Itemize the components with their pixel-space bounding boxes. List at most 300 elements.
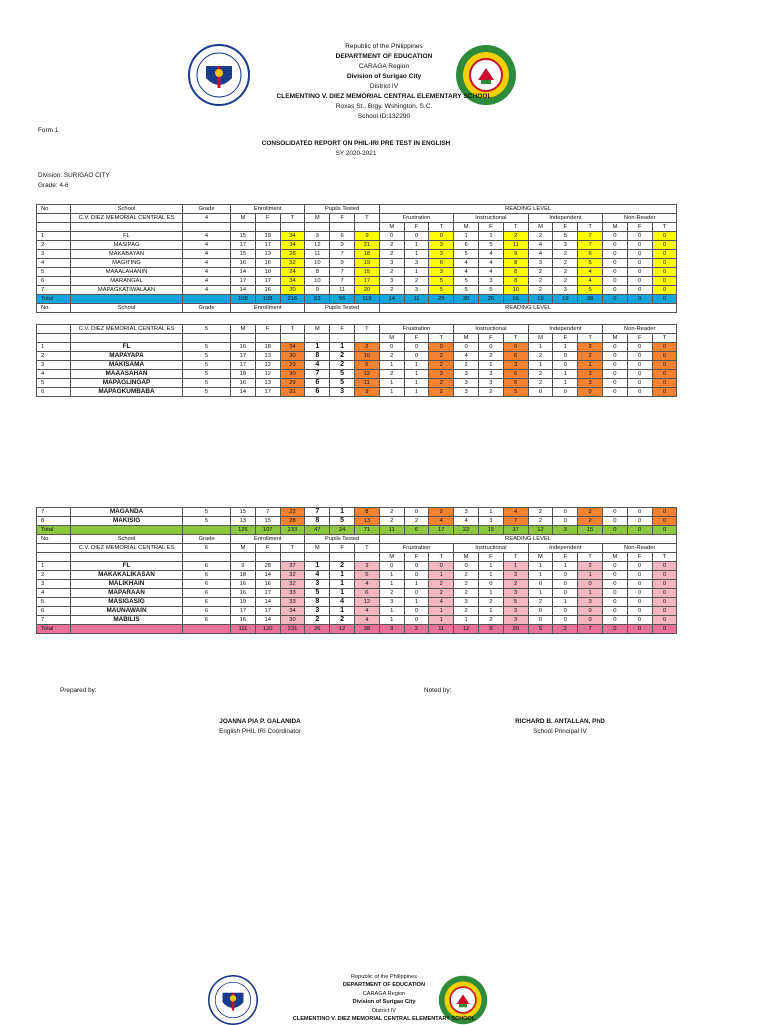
preparer-name: JOANNA PIA P. GALANIDA [219, 718, 301, 725]
total-cell: 108 [255, 295, 280, 304]
table-cell: 0 [627, 259, 652, 268]
table-cell: 1 [528, 343, 553, 352]
sub-header: M [603, 334, 628, 343]
table-cell: 0 [652, 580, 677, 589]
table-cell: 0 [602, 607, 627, 616]
table-cell: 31 [280, 388, 305, 397]
sub-header: F [553, 553, 578, 562]
table-cell: 1 [578, 589, 603, 598]
table-cell: 2 [478, 616, 503, 625]
section-name: MASIGASIG [71, 598, 183, 607]
table-cell: 1 [37, 232, 71, 241]
table-cell: 11 [354, 379, 379, 388]
table-cell: 2 [578, 508, 603, 517]
sub-header: F [404, 553, 429, 562]
table-cell: 1 [578, 571, 603, 580]
total-cell: 11 [404, 295, 429, 304]
total-cell: 111 [231, 625, 256, 634]
table-cell: 0 [454, 562, 479, 571]
mft-row [37, 334, 677, 343]
total-cell: 11 [429, 625, 454, 634]
table-cell: 34 [280, 343, 305, 352]
table-row [37, 517, 677, 526]
table-cell [355, 223, 380, 232]
sub-header: F [404, 334, 429, 343]
table-cell: 0 [553, 388, 578, 397]
col-grade-header: Grade [183, 304, 231, 313]
total-cell: 63 [305, 295, 330, 304]
table-cell: 4 [305, 361, 330, 370]
table-cell: 2 [553, 277, 578, 286]
table-cell [255, 553, 280, 562]
table-cell: 5 [479, 286, 504, 295]
instructional-header: Instructional [454, 214, 528, 223]
table-cell: 2 [454, 361, 479, 370]
total-cell: 30 [454, 295, 479, 304]
noted-by-label: Noted by: [424, 687, 452, 694]
table-cell: 6 [305, 388, 330, 397]
independent-header: Independent [528, 325, 602, 334]
table-cell: 3 [305, 607, 330, 616]
table-cell: 4 [454, 517, 479, 526]
table-cell: 7 [330, 268, 355, 277]
total-cell: 12 [528, 526, 553, 535]
table-cell: 2 [454, 589, 479, 598]
table-cell: 17 [255, 277, 280, 286]
section-name: MALIKHAIN [71, 580, 183, 589]
table-cell: 17 [231, 607, 256, 616]
table-cell: 2 [528, 268, 553, 277]
table-cell: 0 [603, 361, 628, 370]
table-cell: 1 [379, 361, 404, 370]
table-cell: 5 [37, 598, 71, 607]
table-cell: 20 [355, 286, 380, 295]
table-cell: 0 [627, 241, 652, 250]
sub-header: F [404, 223, 429, 232]
instructional-header: Instructional [454, 325, 528, 334]
table-cell: 2 [553, 268, 578, 277]
sub-header: M [231, 544, 256, 553]
table-cell: 16 [255, 580, 280, 589]
table-cell: 0 [652, 571, 677, 580]
total-cell: 47 [305, 526, 330, 535]
table-cell: 7 [578, 241, 603, 250]
table-cell: 29 [280, 379, 305, 388]
school-name: CLEMENTINO V. DIEZ MEMORIAL CENTRAL ELEMENTARY SCHOOL [292, 1016, 476, 1023]
table-cell: 1 [528, 571, 553, 580]
table-cell: 1 [478, 571, 503, 580]
table-cell: 0 [652, 370, 677, 379]
table-cell: 0 [404, 352, 429, 361]
sub-header: T [280, 544, 305, 553]
table-cell: 4 [528, 250, 553, 259]
table-cell: 6 [37, 388, 71, 397]
table-cell: 0 [627, 571, 652, 580]
sub-header: F [479, 223, 504, 232]
col-reading-level-header: READING LEVEL [379, 535, 677, 544]
table-cell: 0 [652, 607, 677, 616]
table-cell: 7 [330, 250, 355, 259]
table-cell: 0 [627, 352, 652, 361]
table-cell [37, 553, 71, 562]
table-cell: 4 [183, 250, 231, 259]
table-cell: 2 [37, 241, 71, 250]
table-cell [330, 553, 355, 562]
table-cell: 9 [503, 250, 528, 259]
table-cell: 0 [528, 607, 553, 616]
table-cell: 0 [652, 508, 677, 517]
table-cell: 5 [37, 379, 71, 388]
table-cell: 4 [454, 352, 479, 361]
republic-text: Republic of the Philippines [345, 43, 423, 50]
table-cell: 2 [578, 517, 603, 526]
table-cell: 5 [183, 379, 231, 388]
table-cell: 2 [528, 517, 553, 526]
table-cell: 16 [231, 343, 256, 352]
table-cell: 9 [354, 388, 379, 397]
total-cell: 24 [330, 526, 355, 535]
table-cell: 6 [183, 580, 231, 589]
sub-header: T [578, 553, 603, 562]
table-cell: 5 [330, 379, 355, 388]
table-cell: 0 [603, 241, 628, 250]
table-cell: 3 [379, 598, 404, 607]
table-cell: 0 [627, 616, 652, 625]
table-cell: 1 [404, 361, 429, 370]
total-cell: 15 [578, 526, 603, 535]
table-cell: 0 [553, 589, 578, 598]
table-cell: 6 [578, 250, 603, 259]
table-cell: 5 [183, 352, 231, 361]
table-cell: 2 [528, 379, 553, 388]
table-cell: 0 [603, 370, 628, 379]
table-cell: 1 [404, 580, 429, 589]
sub-header: F [255, 544, 280, 553]
table-cell: 0 [627, 232, 652, 241]
table-cell: 4 [37, 259, 71, 268]
division-line: Division: SURIGAO CITY [38, 172, 110, 179]
table-cell: 1 [305, 343, 330, 352]
table-cell: 2 [379, 370, 404, 379]
table-cell: 2 [404, 517, 429, 526]
table-cell: 3 [578, 370, 603, 379]
table-cell: 1 [330, 508, 355, 517]
sub-header: M [528, 334, 553, 343]
table-cell: 2 [330, 352, 355, 361]
table-cell: 1 [379, 388, 404, 397]
table-cell: 9 [330, 241, 355, 250]
table-cell: 1 [37, 562, 71, 571]
table-cell: 15 [231, 250, 256, 259]
table-cell: 9 [330, 259, 355, 268]
table-cell: 1 [404, 241, 429, 250]
total-cell: 11 [379, 526, 404, 535]
sub-header: F [627, 334, 652, 343]
section-name: MAAALAHANIN [71, 268, 183, 277]
sub-header: M [231, 325, 256, 334]
table-cell: 37 [280, 562, 305, 571]
sub-header: M [305, 325, 330, 334]
sub-header: T [429, 223, 454, 232]
table-cell [231, 223, 256, 232]
table-cell: 6 [37, 277, 71, 286]
table-cell: 8 [305, 352, 330, 361]
table-cell: 30 [280, 616, 305, 625]
section-name: MABILIS [71, 616, 183, 625]
table-cell: 12 [305, 241, 330, 250]
table-cell: 1 [528, 562, 553, 571]
table-cell: 15 [355, 268, 380, 277]
table-cell [231, 334, 256, 343]
table-cell: 0 [627, 598, 652, 607]
table-cell: 2 [429, 508, 454, 517]
table-cell: 3 [429, 250, 454, 259]
table-cell: 0 [652, 589, 677, 598]
table-cell: 0 [578, 580, 603, 589]
table-cell [280, 553, 305, 562]
table-cell: 34 [280, 277, 305, 286]
table-cell: 0 [404, 508, 429, 517]
sub-header: T [503, 334, 528, 343]
table-cell: 4 [183, 241, 231, 250]
table-cell: 1 [478, 607, 503, 616]
table-cell: 1 [528, 361, 553, 370]
table-cell: 0 [627, 589, 652, 598]
table-cell: 7 [503, 517, 528, 526]
table-cell: 10 [354, 352, 379, 361]
table-cell: 0 [602, 571, 627, 580]
prepared-by-label: Prepared by: [60, 687, 97, 694]
table-cell: 34 [280, 241, 305, 250]
table-cell: 10 [255, 268, 280, 277]
sub-header: T [652, 223, 677, 232]
section-name: MAPAGKUMBABA [71, 388, 183, 397]
total-cell: 7 [578, 625, 603, 634]
table-cell: 30 [280, 286, 305, 295]
table-cell [354, 553, 379, 562]
table-cell: 3 [578, 598, 603, 607]
table-cell: 0 [603, 343, 628, 352]
table-cell: 2 [354, 343, 379, 352]
table-cell: 4 [183, 232, 231, 241]
republic-text: Republic of the Philippines [351, 974, 417, 980]
table-cell: 0 [429, 562, 454, 571]
table-cell: 32 [280, 571, 305, 580]
sub-header: F [627, 223, 652, 232]
sub-header: F [627, 553, 652, 562]
noter-name: RICHARD B. ANTALLAN, PhD [515, 718, 605, 725]
total-cell: 12 [330, 625, 355, 634]
table-cell: 1 [553, 562, 578, 571]
table-cell: 0 [603, 379, 628, 388]
table-cell: 0 [652, 343, 677, 352]
table-cell: 3 [354, 562, 379, 571]
district-text: District IV [372, 1007, 396, 1014]
table-cell: 2 [379, 589, 404, 598]
table-cell: 0 [578, 607, 603, 616]
table-row [37, 343, 677, 352]
sub-header: M [602, 553, 627, 562]
table-cell: 8 [37, 517, 71, 526]
table-cell: 0 [652, 388, 677, 397]
section-name: MAKAKALIKASAN [71, 571, 183, 580]
table-cell: 0 [627, 286, 652, 295]
total-cell: 17 [429, 526, 454, 535]
col-no-header: No. [37, 205, 71, 214]
header-row [37, 535, 677, 544]
table-cell: 5 [183, 343, 231, 352]
total-cell: 2 [553, 625, 578, 634]
table-cell: 2 [578, 343, 603, 352]
table-cell: 34 [280, 607, 305, 616]
table-cell: 6 [183, 562, 231, 571]
table-cell: 21 [355, 241, 380, 250]
division-text: Division of Surigao City [352, 999, 416, 1006]
total-cell: 6 [404, 526, 429, 535]
table-cell: 29 [280, 361, 305, 370]
table-cell: 1 [330, 589, 355, 598]
table-cell: 4 [578, 268, 603, 277]
table-cell: 5 [429, 286, 454, 295]
table-cell: 4 [183, 277, 231, 286]
table-cell: 3 [553, 241, 578, 250]
total-cell: 26 [479, 295, 504, 304]
table-cell: 0 [553, 361, 578, 370]
table-cell: 5 [183, 517, 231, 526]
table-cell: 0 [553, 508, 578, 517]
table-cell: 0 [627, 508, 652, 517]
sub-header: T [503, 223, 528, 232]
table-cell: 19 [231, 598, 256, 607]
table-cell: 4 [429, 598, 454, 607]
table-cell: 1 [553, 343, 578, 352]
table-cell [183, 553, 231, 562]
sub-header: T [578, 223, 603, 232]
table-cell: 1 [379, 571, 404, 580]
frustration-header: Frustration [379, 325, 453, 334]
total-cell: 0 [602, 625, 627, 634]
table-cell: 0 [603, 232, 628, 241]
table-cell: 5 [354, 571, 379, 580]
table-cell: 0 [652, 268, 677, 277]
table-cell: 0 [627, 379, 652, 388]
table-cell: 3 [330, 388, 355, 397]
table-cell: 3 [379, 277, 404, 286]
nonreader-header: Non-Reader [603, 325, 677, 334]
total-cell: 19 [528, 295, 553, 304]
table-cell: 1 [479, 232, 504, 241]
section-name: MAKABAYAN [71, 250, 183, 259]
table-cell: 1 [404, 250, 429, 259]
table-cell: 0 [404, 607, 429, 616]
table-row [37, 370, 677, 379]
school-row [37, 544, 677, 553]
preparer-title: English PHIL IRI Coordinator [219, 728, 301, 735]
table-cell: 13 [255, 379, 280, 388]
table-cell: 0 [627, 562, 652, 571]
table-cell: 5 [479, 241, 504, 250]
table-cell: 3 [479, 277, 504, 286]
table-cell: 5 [503, 388, 528, 397]
total-cell: 216 [280, 295, 305, 304]
table-cell: 2 [379, 508, 404, 517]
table-cell: 15 [231, 508, 256, 517]
table-cell: 0 [603, 286, 628, 295]
table-cell: 7 [330, 277, 355, 286]
table-cell: 1 [404, 379, 429, 388]
table-cell: 4 [183, 286, 231, 295]
header-row [37, 304, 677, 313]
total-cell: 71 [354, 526, 379, 535]
table-cell: 3 [37, 361, 71, 370]
total-cell: 25 [429, 295, 454, 304]
table-cell: 34 [280, 232, 305, 241]
table-cell: 0 [528, 616, 553, 625]
table-cell: 1 [578, 361, 603, 370]
col-school-header: School [71, 205, 183, 214]
sub-header: F [478, 553, 503, 562]
table-cell: 0 [404, 616, 429, 625]
school-row [37, 325, 677, 334]
table-cell: 4 [454, 268, 479, 277]
table-cell: 12 [255, 370, 280, 379]
school-year: SY 2020-2021 [335, 150, 377, 157]
table-cell: 2 [479, 388, 504, 397]
table-cell: 2 [578, 352, 603, 361]
table-cell: 3 [454, 598, 479, 607]
table-cell: 3 [503, 616, 528, 625]
table-cell [330, 334, 355, 343]
total-cell: 56 [330, 295, 355, 304]
table-cell: 0 [404, 562, 429, 571]
col-no-header: No. [37, 304, 71, 313]
table-cell: 1 [404, 268, 429, 277]
table-cell [354, 334, 379, 343]
table-cell: 0 [553, 616, 578, 625]
table-cell: 7 [305, 508, 330, 517]
table-cell [71, 334, 183, 343]
table-cell: 28 [280, 250, 305, 259]
table-cell: 4 [37, 589, 71, 598]
sub-header: T [652, 334, 677, 343]
table-cell: 4 [37, 370, 71, 379]
total-cell: 26 [305, 625, 330, 634]
table-cell: 16 [231, 616, 256, 625]
table-cell: 2 [429, 379, 454, 388]
school-name-cell: C.V. DIEZ MEMORIAL CENTRAL ES [71, 544, 183, 553]
total-cell: 107 [255, 526, 280, 535]
col-no-header: No. [37, 535, 71, 544]
district-text: District IV [369, 83, 399, 90]
total-cell: 0 [603, 295, 628, 304]
table-cell: 9 [231, 562, 256, 571]
table-cell: 0 [553, 517, 578, 526]
table-cell: 3 [479, 370, 504, 379]
sub-header: M [454, 553, 479, 562]
table-cell: 2 [528, 277, 553, 286]
col-enrollment-header: Enrollment [231, 205, 305, 214]
table-row [37, 379, 677, 388]
mft-row [37, 553, 677, 562]
table-cell [71, 295, 183, 304]
table-cell: 2 [528, 508, 553, 517]
table-cell: 0 [652, 517, 677, 526]
table-cell: 2 [379, 241, 404, 250]
table-cell: 5 [578, 286, 603, 295]
table-cell: 17 [355, 277, 380, 286]
table-cell: 0 [478, 580, 503, 589]
table-cell [183, 334, 231, 343]
